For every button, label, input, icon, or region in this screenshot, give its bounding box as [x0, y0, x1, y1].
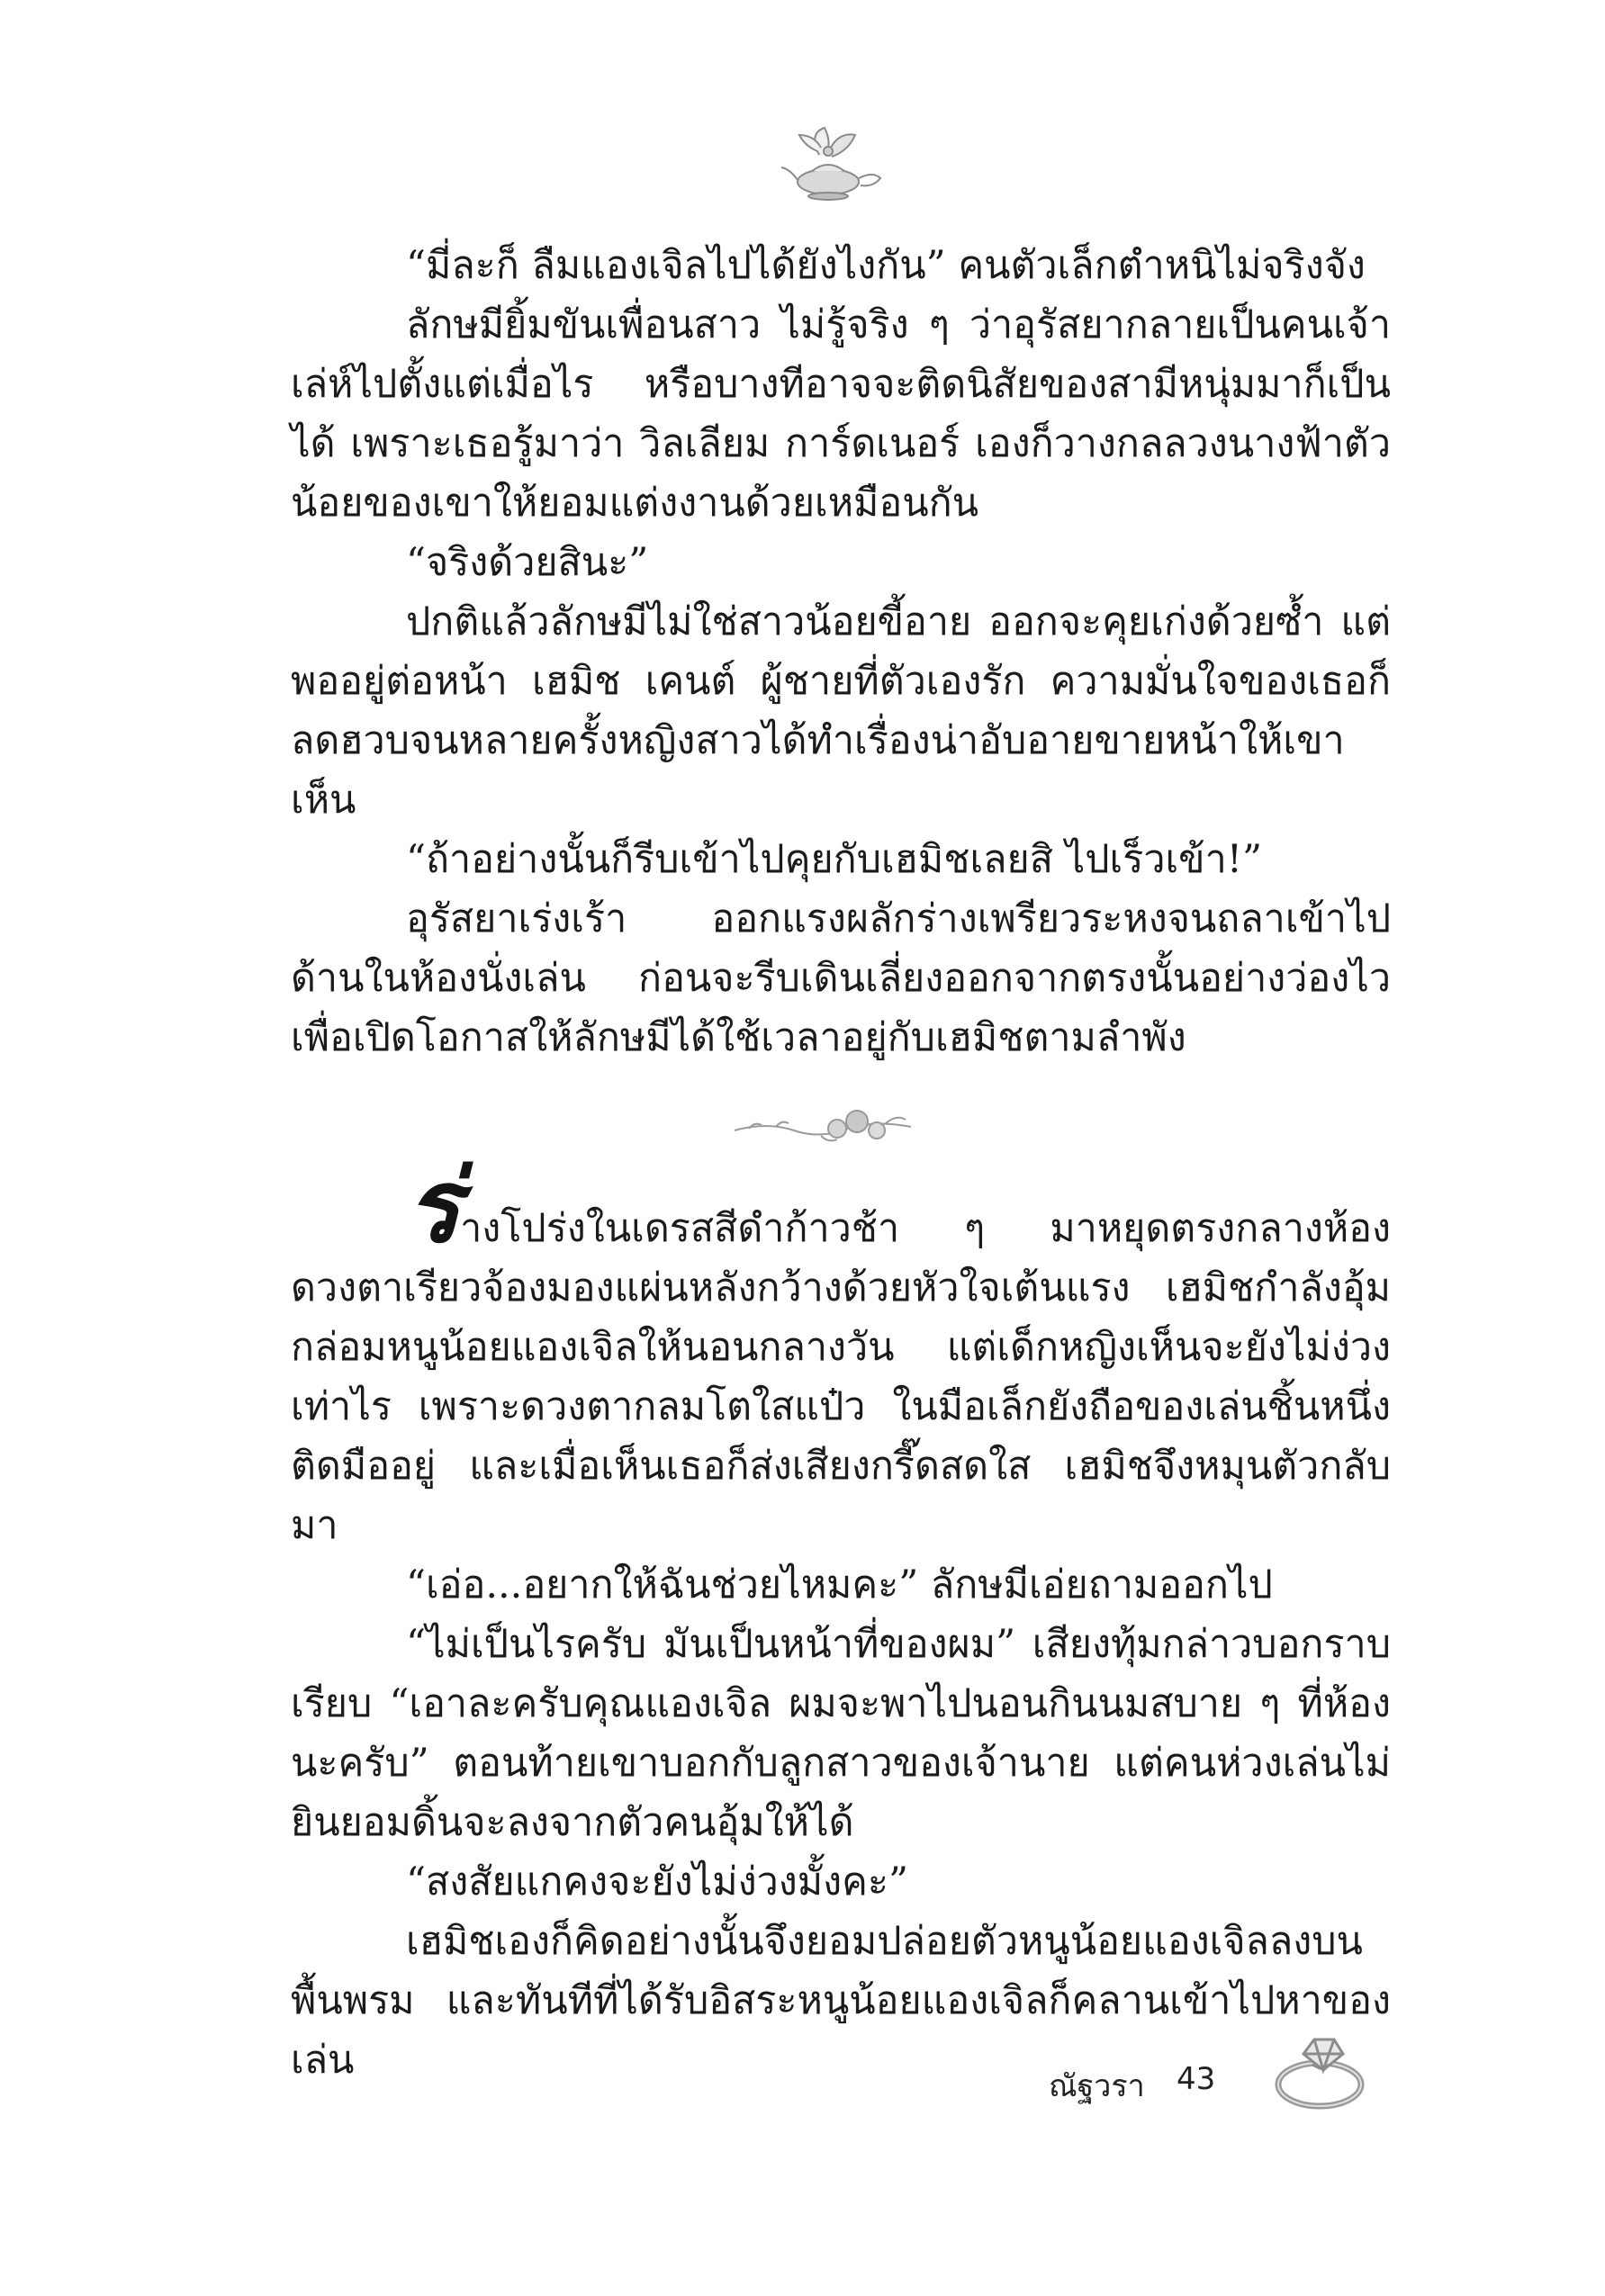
text-block-lower: [291, 1148, 1391, 2090]
paragraph: “จริงด้วยสินะ”: [406, 540, 649, 585]
paragraph: “สงสัยแกคงจะยังไม่ง่วงมั้งคะ”: [406, 1859, 908, 1904]
paragraph: “ถ้าอย่างนั้นก็รีบเข้าไปคุยกับเฮมิชเลยสิ ไปเร็วเข้า!”: [406, 837, 1262, 882]
footer-author: ณัฐวรา: [1049, 2068, 1145, 2104]
paragraph: อุรัสยาเร่งเร้า ออกแรงผลักร่างเพรียวระหงจนถลาเข้าไปด้านในห้องนั่งเล่น ก่อนจะรีบเดินเลี่ยงออกจากตรงนั้นอย่างว่องไว เพื่อเปิดโอกาสให้ลักษมีได้ใช้เวลาอยู่กับเฮมิชตามลำพัง: [291, 896, 1391, 1060]
paragraph: “มี่ละก็ ลืมแองเจิลไปได้ยังไงกัน” คนตัวเล็กตำหนิไม่จริงจัง: [406, 243, 1366, 288]
drop-cap-letter: ร่: [406, 1148, 461, 1265]
paragraph: “ไม่เป็นไรครับ มันเป็นหน้าที่ของผม” เสียงทุ้มกล่าวบอกราบเรียบ “เอาละครับคุณแองเจิล ผมจะพาไปนอนกินนมสบาย ๆ ที่ห้องนะครับ” ตอนท้ายเขาบอกกับลูกสาวของเจ้านาย แต่คนห่วงเล่นไม่ยินยอมดิ้นจะลงจากตัวคนอุ้มให้ได้: [291, 1622, 1391, 1845]
paragraph: ปกติแล้วลักษมีไม่ใช่สาวน้อยขี้อาย ออกจะคุยเก่งด้วยซ้ำ แต่พออยู่ต่อหน้า เฮมิช เคนต์ ผู้ชายที่ตัวเองรัก ความมั่นใจของเธอก็ลดฮวบจนหลายครั้งหญิงสาวได้ทำเรื่องน่าอับอายขายหน้าให้เขาเห็น: [291, 599, 1391, 823]
dropcap-paragraph: [291, 1148, 1391, 1555]
paragraph: “เอ่อ...อยากให้ฉันช่วยไหมคะ” ลักษมีเอ่ยถามออกไป: [406, 1562, 1273, 1607]
teapot-flower-icon: [772, 115, 891, 203]
page-number: 43: [1177, 2061, 1216, 2097]
text-block-upper: [291, 236, 1391, 1067]
paragraph: ลักษมียิ้มขันเพื่อนสาว ไม่รู้จริง ๆ ว่าอุรัสยากลายเป็นคนเจ้าเล่ห์ไปตั้งแต่เมื่อไร หรือบางทีอาจจะติดนิสัยของสามีหนุ่มมาก็เป็นได้ เพราะเธอรู้มาว่า วิลเลียม การ์ดเนอร์ เองก็วางกลลวงนางฟ้าตัวน้อยของเขาให้ยอมแต่งงานด้วยเหมือนกัน: [291, 302, 1391, 526]
dropcap-paragraph-text: างโปร่งในเดรสสีดำก้าวช้า ๆ มาหยุดตรงกลางห้อง ดวงตาเรียวจ้องมองแผ่นหลังกว้างด้วยหัวใจเต้นแรง เฮมิชกำลังอุ้มกล่อมหนูน้อยแองเจิลให้นอนกลางวัน แต่เด็กหญิงเห็นจะยังไม่ง่วงเท่าไร เพราะดวงตากลมโตใสแป๋ว ในมือเล็กยังถือของเล่นชิ้นหนึ่งติดมืออยู่ และเมื่อเห็นเธอก็ส่งเสียงกรี๊ดสดใส เฮมิชจึงหมุนตัวกลับมา: [291, 1206, 1391, 1548]
diamond-ring-icon: [1260, 2016, 1377, 2115]
rose-vine-icon: [731, 1102, 920, 1150]
paragraph: เฮมิชเองก็คิดอย่างนั้นจึงยอมปล่อยตัวหนูน้อยแองเจิลลงบนพื้นพรม และทันทีที่ได้รับอิสระหนูน้อยแองเจิลก็คลานเข้าไปหาของเล่น: [291, 1919, 1391, 2083]
